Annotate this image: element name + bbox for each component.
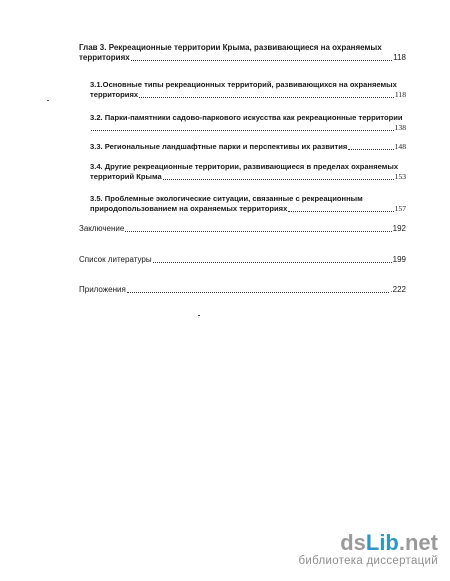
toc-page-number: 118 <box>393 53 406 62</box>
toc-page-number: 153 <box>394 172 406 181</box>
leader-dots <box>288 210 393 212</box>
toc-title-line: 3.1.Основные типы рекреационных территорий, развивающихся на охраняемых <box>90 80 397 89</box>
logo-subtitle: библиотека диссертаций <box>298 555 438 567</box>
scan-mark <box>198 315 200 316</box>
leader-dots <box>125 230 391 232</box>
scan-mark <box>47 100 49 101</box>
toc-page-number: .222 <box>390 285 406 294</box>
logo-net-part: .net <box>398 530 438 555</box>
toc-title-last: 3.3. Региональные ландшафтные парки и перспективы их развития <box>90 142 348 151</box>
toc-entry-3-3 <box>90 142 406 152</box>
toc-title-line: 3.4. Другие рекреационные территории, развивающиеся в пределах охраняемых <box>90 162 399 171</box>
leader-dots <box>348 148 393 150</box>
toc-page-number: 199 <box>392 255 406 264</box>
toc-title-last: территориях <box>90 90 139 99</box>
toc-entry-references <box>79 255 406 265</box>
leader-dots <box>139 96 394 98</box>
toc-page-number: 118 <box>394 90 406 99</box>
toc-entry-3-1 <box>90 80 406 100</box>
toc-title-line: Глав 3. Рекреационные территории Крыма, развивающиеся на охраняемых <box>79 43 382 52</box>
leader-dots <box>131 59 393 61</box>
leader-dots <box>127 291 390 293</box>
leader-dots <box>163 178 394 180</box>
toc-entry-appendices <box>79 285 406 295</box>
toc-entry-chapter3 <box>79 43 406 63</box>
logo-ds-part: ds <box>340 530 366 555</box>
dslib-logo <box>298 532 438 554</box>
toc-title-last: территориях <box>79 53 130 62</box>
toc-title-line: 3.5. Проблемные экологические ситуации, связанные с рекреационным <box>90 194 363 203</box>
toc-page-number: 157 <box>394 204 406 213</box>
leader-dots <box>91 129 394 131</box>
toc-title-last: территорий Крыма <box>90 172 162 181</box>
toc-page-number: 148 <box>394 142 406 151</box>
dslib-watermark <box>298 532 438 567</box>
toc-entry-3-2 <box>90 113 406 133</box>
toc-title-line: 3.2. Парки-памятники садово-паркового искусства как рекреационные территории <box>90 113 403 122</box>
logo-lib-part: Lib <box>365 530 399 555</box>
leader-dots <box>153 261 392 263</box>
toc-entry-3-5 <box>90 194 406 214</box>
toc-title-last: Заключение <box>79 224 125 233</box>
toc-page-number: 138 <box>394 123 406 132</box>
toc-page-number: 192 <box>392 224 406 233</box>
toc-title-last: Приложения <box>79 285 126 294</box>
toc-title-last: Список литературы <box>79 255 152 264</box>
toc-entry-conclusion <box>79 224 406 234</box>
toc-title-last: природопользованием на охраняемых территориях <box>90 204 288 213</box>
toc-entry-3-4 <box>90 162 406 182</box>
